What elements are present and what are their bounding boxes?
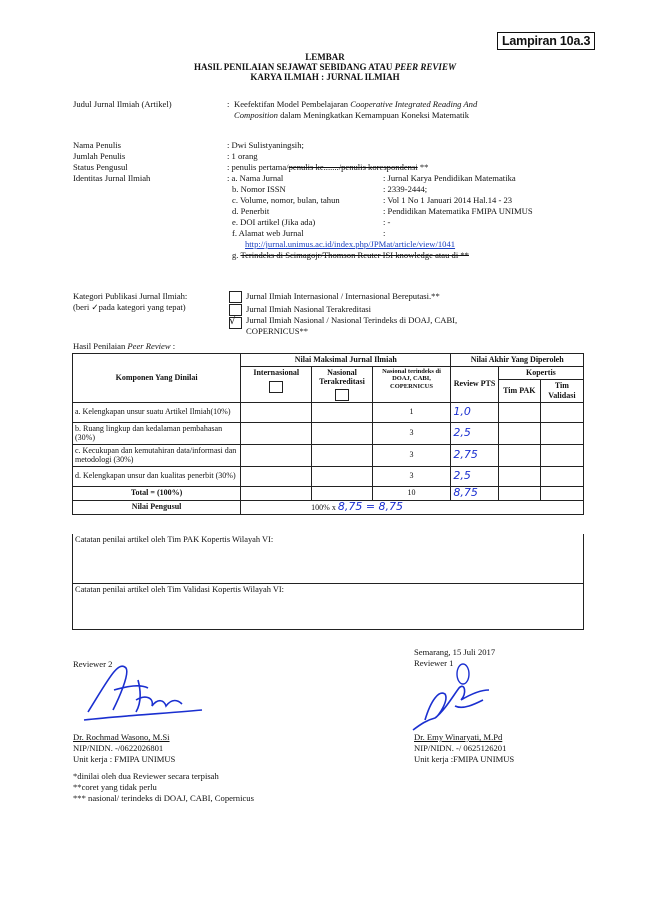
catatan-pak-box[interactable] [72,534,584,584]
check-mark-icon: √ [229,314,237,327]
pengusul-value: 100% x 8,75 = 8,75 [241,500,584,514]
judul-value-line2: Composition dalam Meningkatkan Kemampuan Koneksi Matematik [234,110,470,120]
header-nasional-terindeks: Nasional terindeks di DOAJ, CABI, COPERNICUS [372,366,451,402]
kategori-option-terindeks-line1: Jurnal Ilmiah Nasional / Nasional Terindeks di DOAJ, CABI, [246,315,458,325]
identitas-item-a-value: : Jurnal Karya Pendidikan Matematika [383,173,516,183]
checkbox-internasional-col [269,381,283,393]
doc-title-line2: HASIL PENILAIAN SEJAWAT SEBIDANG ATAU PEER REVIEW [194,62,456,72]
row-label: a. Kelengkapan unsur suatu Artikel Ilmiah(10%) [73,402,241,422]
reviewer2-title: Reviewer 2 [73,659,113,669]
row-max: 3 [372,422,451,444]
judul-value-line1: Keefektifan Model Pembelajaran Cooperative Integrated Reading And [234,99,478,109]
jumlah-label: Jumlah Penulis [73,151,126,161]
kategori-option-terakreditasi: Jurnal Ilmiah Nasional Terakreditasi [246,304,372,314]
hasil-penilaian-label: Hasil Penilaian Peer Review : [73,341,176,351]
table-row [73,466,584,486]
identitas-item-f-value: : [383,228,386,238]
table-row [73,402,584,422]
identitas-item-d-value: : Pendidikan Matematika FMIPA UNIMUS [383,206,533,216]
pengusul-label: Nilai Pengusul [73,500,241,514]
identitas-item-b-value: : 2339-2444; [383,184,428,194]
attachment-badge: Lampiran 10a.3 [497,32,595,50]
row-review-score: 1,0 [451,402,498,422]
kategori-hint: (beri ✓pada kategori yang tepat) [73,302,186,312]
footnote-2: **coret yang tidak perlu [73,782,157,792]
identitas-item-e-label: e. DOI artikel (Jika ada) [232,217,316,227]
status-label: Status Pengusul [73,162,128,172]
footnote-3: *** nasional/ terindeks di DOAJ, CABI, Copernicus [73,793,254,803]
doc-title-line3: KARYA ILMIAH : JURNAL ILMIAH [250,72,400,82]
row-max: 3 [372,444,451,466]
header-review-pts: Review PTS [451,366,498,402]
reviewer1-signature [405,660,505,736]
nama-label: Nama Penulis [73,140,121,150]
catatan-validasi-label: Catatan penilai artikel oleh Tim Validasi Kopertis Wilayah VI: [75,585,285,594]
total-review-score: 8,75 [451,486,498,500]
header-komponen: Komponen Yang Dinilai [73,354,241,403]
header-kopertis: Kopertis [498,366,583,379]
row-max: 3 [372,466,451,486]
table-row [73,444,584,466]
row-label: d. Kelengkapan unsur dan kualitas penerbit (30%) [73,466,241,486]
status-value: : penulis pertama/penulis ke......./penulis korespondensi ** [227,162,429,172]
header-nilai-akhir: Nilai Akhir Yang Diperoleh [451,354,584,367]
identitas-item-c-value: : Vol 1 No 1 Januari 2014 Hal.14 - 23 [383,195,513,205]
jumlah-value: : 1 orang [227,151,258,161]
header-tim-validasi: Tim Validasi [540,379,583,402]
reviewer2-unit: Unit kerja : FMIPA UNIMUS [73,754,176,764]
header-nasional-terakreditasi: Nasional Terakreditasi [312,366,372,402]
doc-title-line1: LEMBAR [305,52,345,62]
reviewer2-name: Dr. Rochmad Wasono, M.Si [73,732,170,742]
pengusul-row [73,500,584,514]
table-row [73,422,584,444]
identitas-item-e-value: : - [383,217,391,227]
reviewer1-unit: Unit kerja :FMIPA UNIMUS [414,754,515,764]
identitas-item-f-label: f. Alamat web Jurnal [232,228,304,238]
checkbox-nasional-col [335,389,349,401]
identitas-item-c-label: c. Volume, nomor, bulan, tahun [232,195,340,205]
row-review-score: 2,5 [451,422,498,444]
kategori-option-terindeks-line2: COPERNICUS** [246,326,309,336]
kategori-label: Kategori Publikasi Jurnal Ilmiah: [73,291,188,301]
reviewer1-nip: NIP/NIDN. -/ 0625126201 [414,743,507,753]
signing-date: Semarang, 15 Juli 2017 [414,647,496,657]
row-review-score: 2,5 [451,466,498,486]
row-review-score: 2,75 [451,444,498,466]
reviewer2-nip: NIP/NIDN. -/0622026801 [73,743,164,753]
catatan-validasi-box[interactable] [72,584,584,630]
header-tim-pak: Tim PAK [498,379,540,402]
kategori-checkbox-internasional[interactable] [229,291,242,303]
identitas-item-g: g. Terindeks di Scimagojr/Thomson Reuter ISI knowledge atau di ** [232,250,469,260]
judul-label: Judul Jurnal Ilmiah (Artikel) [73,99,172,109]
header-nilai-maks: Nilai Maksimal Jurnal Ilmiah [241,354,451,367]
total-label: Total = (100%) [73,486,241,500]
footnote-1: *dinilai oleh dua Reviewer secara terpisah [73,771,219,781]
journal-url-link[interactable]: http://jurnal.unimus.ac.id/index.php/JPMat/article/view/1041 [245,239,456,249]
identitas-item-a-label: : a. Nama Jurnal [227,173,284,183]
header-internasional: Internasional [241,366,312,402]
row-max: 1 [372,402,451,422]
row-label: b. Ruang lingkup dan kedalaman pembahasan (30%) [73,422,241,444]
reviewer1-title: Reviewer 1 [414,658,454,668]
reviewer1-name: Dr. Emy Winaryati, M.Pd [414,732,503,742]
kategori-option-internasional: Jurnal Ilmiah Internasional / Internasional Bereputasi.** [246,291,440,301]
nama-value: : Dwi Sulistyaningsih; [227,140,304,150]
score-table [72,353,584,515]
identitas-item-b-label: b. Nomor ISSN [232,184,286,194]
catatan-pak-label: Catatan penilai artikel oleh Tim PAK Kopertis Wilayah VI: [75,535,274,544]
total-max: 10 [372,486,451,500]
identitas-item-d-label: d. Penerbit [232,206,270,216]
judul-colon: : [227,99,230,109]
identitas-label: Identitas Jurnal Ilmiah [73,173,151,183]
total-row [73,486,584,500]
row-label: c. Kecukupan dan kemutahiran data/informasi dan metodologi (30%) [73,444,241,466]
reviewer2-signature [78,650,208,730]
